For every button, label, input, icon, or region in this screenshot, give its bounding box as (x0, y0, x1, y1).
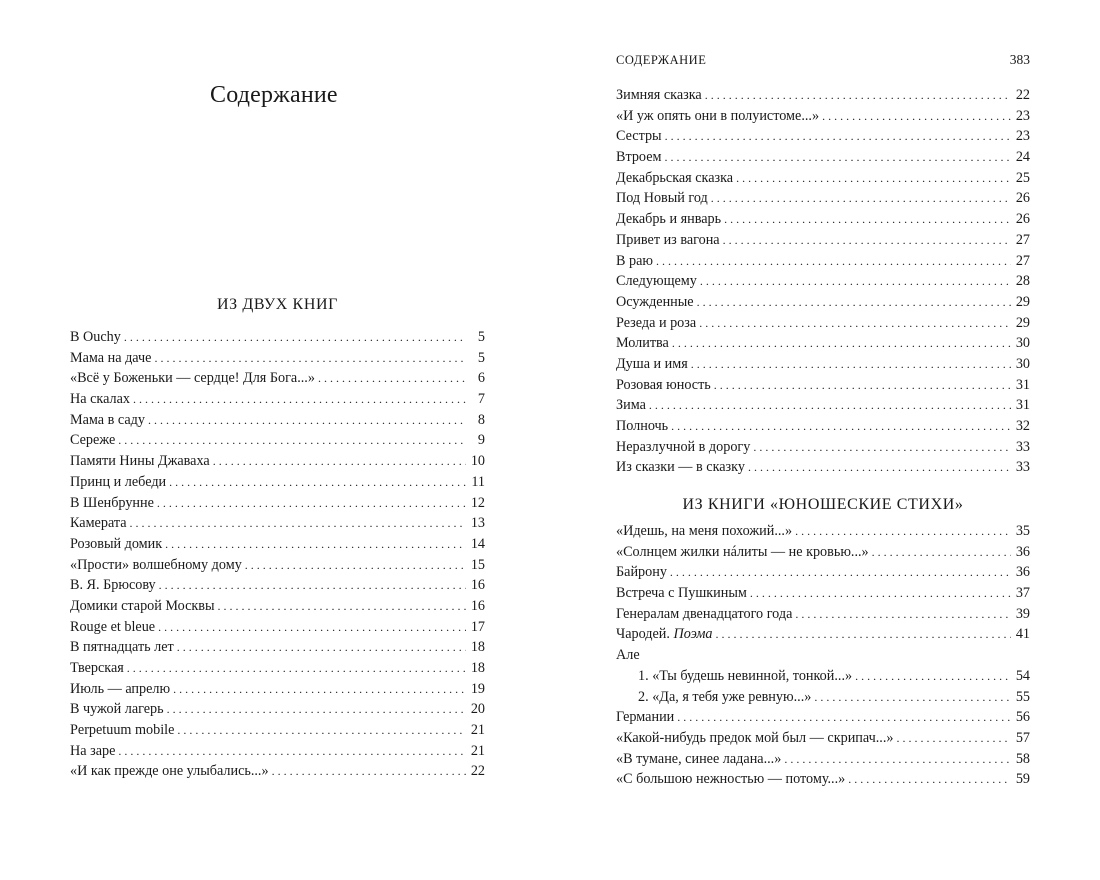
dot-leader (133, 389, 466, 410)
toc-entry-title-text: Зима (616, 397, 646, 414)
toc-entry (70, 493, 485, 514)
toc-entry-title-text: Генералам двенадцатого года (616, 605, 793, 622)
toc-entry-title-text: Зимняя сказка (616, 87, 702, 103)
toc-entry (70, 555, 485, 576)
toc-entry-page: 11 (471, 473, 485, 490)
toc-entry (616, 333, 1030, 354)
toc-entry-title (70, 637, 174, 658)
toc-entry (616, 707, 1030, 728)
dot-leader (677, 707, 1011, 728)
toc-entry-title (616, 583, 747, 604)
toc-entry-title-text: Rouge et bleue (70, 618, 156, 635)
toc-entry-title-text: «И уж опять они в полуистоме...» (616, 107, 820, 124)
toc-entry (70, 472, 485, 493)
toc-entry-title (70, 472, 166, 493)
toc-entry-title (70, 534, 162, 555)
dot-leader (665, 126, 1011, 147)
toc-entry-title-text: Мама в саду (70, 411, 145, 428)
toc-entry-page: 29 (1015, 293, 1030, 310)
toc-list-youth-poems (616, 521, 1030, 790)
toc-entry-title (616, 416, 668, 437)
dot-leader (814, 687, 1011, 708)
toc-entry-title-text: «И как прежде оне улыбались...» (70, 763, 269, 780)
toc-entry-title (616, 437, 750, 458)
toc-entry-title (616, 251, 653, 272)
toc-entry-title (70, 348, 151, 369)
toc-entry-title-text: В чужой лагерь (70, 701, 164, 718)
dot-leader (705, 85, 1011, 106)
toc-entry-title-text: Розовый домик (70, 535, 163, 552)
dot-leader (218, 596, 466, 617)
toc-entry-title (70, 451, 210, 472)
toc-entry-title (616, 457, 745, 478)
toc-entry-title (70, 741, 115, 762)
toc-entry-title-text: В Шенбрунне (70, 494, 154, 511)
toc-entry-page: 18 (470, 639, 485, 656)
toc-entry (70, 513, 485, 534)
toc-entry-title (616, 645, 640, 666)
dot-leader (736, 168, 1011, 189)
toc-entry-page: 22 (470, 763, 485, 780)
toc-entry-title-text: Душа и имя (616, 355, 688, 372)
dot-leader (750, 583, 1011, 604)
toc-entry (616, 416, 1030, 437)
toc-entry-title-text: Втроем (616, 149, 662, 166)
toc-entry-title-text: Сереже (70, 432, 116, 449)
toc-entry (616, 604, 1030, 625)
toc-entry-title (616, 126, 662, 147)
toc-entry-title (638, 687, 811, 708)
toc-entry-page: 32 (1015, 418, 1030, 434)
dot-leader (670, 562, 1011, 583)
toc-entry-page: 17 (470, 618, 485, 635)
toc-entry-title (70, 368, 315, 389)
toc-entry-title (70, 389, 130, 410)
toc-entry (616, 168, 1030, 189)
toc-entry (616, 562, 1030, 583)
toc-entry-title-text: Молитва (616, 335, 669, 352)
toc-entry-title (70, 493, 154, 514)
toc-entry-page: 30 (1015, 355, 1030, 372)
toc-entry-title-text: «Солнцем жилки нáлиты — не кровью...» (616, 543, 869, 560)
toc-entry (70, 575, 485, 596)
running-head: СОДЕРЖАНИЕ (616, 53, 707, 67)
dot-leader (664, 147, 1011, 168)
toc-entry-title (616, 624, 713, 645)
page-title: Содержание (210, 82, 338, 108)
toc-entry (616, 147, 1030, 168)
toc-entry-page: 28 (1015, 273, 1030, 290)
toc-entry (616, 313, 1030, 334)
toc-entry-title (616, 604, 792, 625)
dot-leader (245, 555, 466, 576)
toc-entry (70, 761, 485, 782)
section-title-two-books: ИЗ ДВУХ КНИГ (217, 296, 338, 313)
toc-entry (70, 720, 485, 741)
toc-entry-page: 36 (1015, 543, 1030, 560)
toc-entry (616, 85, 1030, 106)
dot-leader (691, 354, 1011, 375)
dot-leader (158, 617, 466, 638)
toc-entry-page: 31 (1015, 376, 1030, 393)
toc-entry (70, 430, 485, 451)
dot-leader (154, 348, 466, 369)
toc-entry (70, 637, 485, 658)
toc-entry-title-text: «Всё у Боженьки — сердце! Для Бога...» (70, 370, 315, 387)
toc-entry (616, 354, 1030, 375)
toc-entry-title (616, 85, 702, 106)
toc-entry (70, 679, 485, 700)
toc-entry-title (70, 430, 115, 451)
toc-entry-page: 35 (1015, 523, 1030, 539)
toc-entry (70, 617, 485, 638)
toc-entry-page: 54 (1015, 667, 1030, 684)
toc-entry (616, 521, 1030, 542)
toc-entry (616, 645, 1030, 666)
toc-entry-title-text: Июль — апрелю (70, 680, 171, 697)
toc-entry (70, 596, 485, 617)
toc-entry-page: 20 (470, 701, 485, 718)
toc-entry-title (616, 230, 720, 251)
toc-entry-title-text: Привет из вагона (616, 231, 720, 248)
toc-entry (616, 126, 1030, 147)
toc-entry-page: 24 (1015, 149, 1030, 166)
toc-entry-page: 39 (1015, 605, 1030, 622)
toc-entry-title-text: Домики старой Москвы (70, 597, 215, 614)
toc-entry-title (616, 354, 688, 375)
toc-entry-title (70, 720, 174, 741)
toc-entry-page: 37 (1015, 585, 1030, 602)
toc-entry-page: 30 (1015, 335, 1030, 352)
dot-leader (148, 410, 466, 431)
toc-entry-page: 23 (1015, 128, 1030, 145)
toc-entry-page: 23 (1015, 107, 1030, 124)
toc-entry (616, 769, 1030, 790)
toc-entry-title-text: Чародей. (616, 626, 670, 643)
dot-leader (697, 292, 1011, 313)
toc-entry (616, 375, 1030, 396)
toc-entry-title (638, 666, 852, 687)
toc-entry-title (70, 327, 121, 348)
toc-entry-page: 33 (1015, 459, 1030, 476)
toc-entry-page: 19 (470, 680, 485, 697)
dot-leader (711, 188, 1011, 209)
dot-leader (177, 720, 466, 741)
right-page (550, 0, 1100, 880)
toc-entry (70, 658, 485, 679)
toc-entry-title (616, 333, 669, 354)
toc-entry-title (616, 168, 733, 189)
toc-list-two-books (70, 327, 485, 782)
toc-entry-page: 14 (470, 535, 485, 552)
toc-entry-title (616, 542, 869, 563)
dot-leader (159, 575, 466, 596)
toc-entry-title (616, 313, 696, 334)
toc-entry (616, 583, 1030, 604)
dot-leader (699, 313, 1011, 334)
toc-entry (616, 251, 1030, 272)
toc-entry (616, 542, 1030, 563)
toc-entry-title-text: В пятнадцать лет (70, 639, 174, 656)
toc-entry (616, 749, 1030, 770)
toc-entry-page: 27 (1015, 252, 1030, 269)
dot-leader (124, 327, 466, 348)
toc-entry-title (616, 769, 845, 790)
toc-entry-title-text: Perpetuum mobile (70, 722, 175, 739)
toc-entry-title-text: Декабрьская сказка (616, 169, 734, 186)
dot-leader (318, 368, 466, 389)
toc-entry-page: 57 (1015, 729, 1030, 746)
dot-leader (130, 513, 466, 534)
dot-leader (848, 769, 1011, 790)
toc-entry-title (70, 761, 269, 782)
dot-leader (795, 521, 1011, 542)
toc-entry-page: 13 (470, 515, 485, 532)
toc-entry-title (70, 699, 164, 720)
toc-entry-title-text: 2. «Да, я тебя уже ревную...» (638, 688, 812, 705)
toc-entry (70, 368, 485, 389)
toc-entry-title-text: Неразлучной в дорогу (616, 438, 751, 455)
toc-entry-page: 29 (1015, 314, 1030, 331)
toc-entry-title (70, 596, 215, 617)
toc-entry-title-text: На заре (70, 742, 116, 759)
toc-entry (70, 451, 485, 472)
toc-entry-title (616, 562, 667, 583)
toc-entry-page: 36 (1015, 564, 1030, 581)
toc-entry (616, 188, 1030, 209)
dot-leader (165, 534, 466, 555)
toc-entry-page: 8 (477, 411, 485, 428)
toc-entry (70, 348, 485, 369)
toc-entry-page: 16 (470, 577, 485, 594)
dot-leader (700, 271, 1011, 292)
dot-leader (167, 699, 466, 720)
dot-leader (671, 416, 1011, 437)
toc-entry (616, 666, 1030, 687)
toc-entry (70, 741, 485, 762)
toc-entry-page: 25 (1015, 169, 1030, 186)
toc-entry-title (616, 147, 661, 168)
toc-entry-page: 27 (1015, 231, 1030, 248)
toc-entry-page: 22 (1015, 87, 1030, 103)
toc-entry (616, 728, 1030, 749)
toc-entry (70, 534, 485, 555)
dot-leader (716, 624, 1011, 645)
toc-entry-page: 10 (470, 453, 485, 470)
toc-entry-title-text: Полночь (616, 418, 669, 434)
toc-entry-title-text: На скалах (70, 391, 130, 408)
toc-entry (616, 209, 1030, 230)
toc-entry-page: 18 (470, 660, 485, 676)
toc-entry-title (616, 749, 781, 770)
toc-entry-title (616, 728, 894, 749)
toc-entry (70, 389, 485, 410)
toc-entry-title-text: Декабрь и январь (616, 211, 722, 228)
toc-entry (70, 699, 485, 720)
dot-leader (795, 604, 1011, 625)
toc-entry (616, 395, 1030, 416)
toc-entry-page: 21 (470, 722, 485, 739)
toc-entry-title-text: Осужденные (616, 293, 694, 310)
toc-entry-title (616, 375, 711, 396)
dot-leader (177, 637, 466, 658)
section-title-youth-poems: ИЗ КНИГИ «ЮНОШЕСКИЕ СТИХИ» (682, 496, 964, 513)
toc-entry-title-text: Из сказки — в сказку (616, 459, 745, 476)
toc-entry-page: 41 (1015, 626, 1030, 643)
toc-entry-title (70, 555, 242, 576)
dot-leader (855, 666, 1011, 687)
toc-entry-page: 16 (470, 597, 485, 614)
toc-entry (616, 292, 1030, 313)
dot-leader (127, 658, 466, 679)
dot-leader (157, 493, 466, 514)
toc-entry-title-text: Памяти Нины Джаваха (70, 453, 210, 470)
toc-entry-page: 58 (1015, 750, 1030, 767)
dot-leader (118, 430, 466, 451)
toc-list-continued (616, 85, 1030, 478)
toc-entry-title-text: Тверская (70, 660, 124, 676)
toc-entry-page: 55 (1015, 688, 1030, 705)
toc-entry (616, 624, 1030, 645)
dot-leader (169, 472, 466, 493)
toc-entry-title-text: «В тумане, синее ладана...» (616, 750, 782, 767)
toc-entry-page: 9 (477, 432, 485, 449)
toc-entry-title-text: Следующему (616, 273, 697, 290)
toc-entry-page: 6 (477, 370, 485, 387)
toc-entry (616, 437, 1030, 458)
toc-entry-title-text: Сестры (616, 128, 662, 145)
toc-entry-title (616, 707, 674, 728)
dot-leader (753, 437, 1011, 458)
dot-leader (656, 251, 1011, 272)
toc-entry-title-text: Встреча с Пушкиным (616, 585, 747, 602)
toc-entry-title (616, 106, 819, 127)
dot-leader (272, 761, 466, 782)
dot-leader (649, 395, 1011, 416)
toc-entry-title (616, 395, 646, 416)
toc-entry-page: 5 (477, 329, 485, 345)
toc-entry (70, 410, 485, 431)
toc-entry (616, 106, 1030, 127)
toc-entry-title (70, 617, 155, 638)
toc-entry-title-text: В раю (616, 252, 653, 269)
dot-leader (784, 749, 1011, 770)
toc-entry-title-text: Байрону (616, 564, 667, 581)
toc-entry-page: 21 (470, 742, 485, 759)
toc-entry (616, 687, 1030, 708)
dot-leader (822, 106, 1011, 127)
toc-entry-title-text: Резеда и роза (616, 314, 697, 331)
toc-entry-title (70, 410, 145, 431)
dot-leader (897, 728, 1012, 749)
toc-entry-title (616, 271, 697, 292)
toc-entry-title (70, 575, 156, 596)
toc-entry-title (70, 679, 170, 700)
toc-entry-title-text: Под Новый год (616, 190, 708, 207)
toc-entry-page: 33 (1015, 438, 1030, 455)
toc-entry-page: 5 (477, 349, 485, 366)
dot-leader (748, 457, 1011, 478)
dot-leader (672, 333, 1011, 354)
toc-entry-page: 15 (470, 556, 485, 573)
toc-entry-title-text: В. Я. Брюсову (70, 577, 156, 594)
toc-entry-page: 26 (1015, 211, 1030, 228)
toc-entry-title-text: Але (616, 647, 640, 664)
toc-entry-title-text: В Ouchy (70, 329, 121, 345)
dot-leader (118, 741, 466, 762)
toc-entry-title-text: Германии (616, 709, 675, 726)
toc-entry (616, 230, 1030, 251)
toc-entry-subtitle: Поэма (673, 626, 713, 643)
toc-entry-page: 56 (1015, 709, 1030, 726)
dot-leader (723, 230, 1011, 251)
toc-entry-title (616, 188, 708, 209)
dot-leader (724, 209, 1011, 230)
toc-entry-page: 26 (1015, 190, 1030, 207)
toc-entry-title (616, 521, 792, 542)
toc-entry-title-text: Принц и лебеди (70, 473, 167, 490)
toc-entry-title-text: «С большою нежностью — потому...» (616, 771, 846, 788)
toc-entry (616, 457, 1030, 478)
toc-entry (70, 327, 485, 348)
toc-entry-page: 7 (477, 391, 485, 408)
toc-entry-title (70, 513, 127, 534)
toc-entry-title-text: Мама на даче (70, 349, 152, 366)
toc-entry-title-text: Розовая юность (616, 376, 711, 393)
toc-entry-title-text: «Какой-нибудь предок мой был — скрипач...» (616, 729, 894, 746)
toc-entry-title (616, 209, 721, 230)
toc-entry-title (616, 292, 694, 313)
toc-entry-page: 59 (1015, 771, 1030, 788)
toc-entry-title-text: «Прости» волшебному дому (70, 556, 242, 573)
toc-entry-title-text: «Идешь, на меня похожий...» (616, 523, 793, 539)
page-number: 383 (1009, 52, 1030, 67)
dot-leader (213, 451, 466, 472)
dot-leader (872, 542, 1011, 563)
toc-entry-title-text: 1. «Ты будешь невинной, тонкой...» (638, 667, 853, 684)
toc-entry-title-text: Камерата (70, 515, 127, 532)
dot-leader (714, 375, 1011, 396)
toc-entry (616, 271, 1030, 292)
toc-entry-page: 12 (470, 494, 485, 511)
dot-leader (173, 679, 466, 700)
toc-entry-title (70, 658, 124, 679)
toc-entry-page: 31 (1015, 397, 1030, 414)
